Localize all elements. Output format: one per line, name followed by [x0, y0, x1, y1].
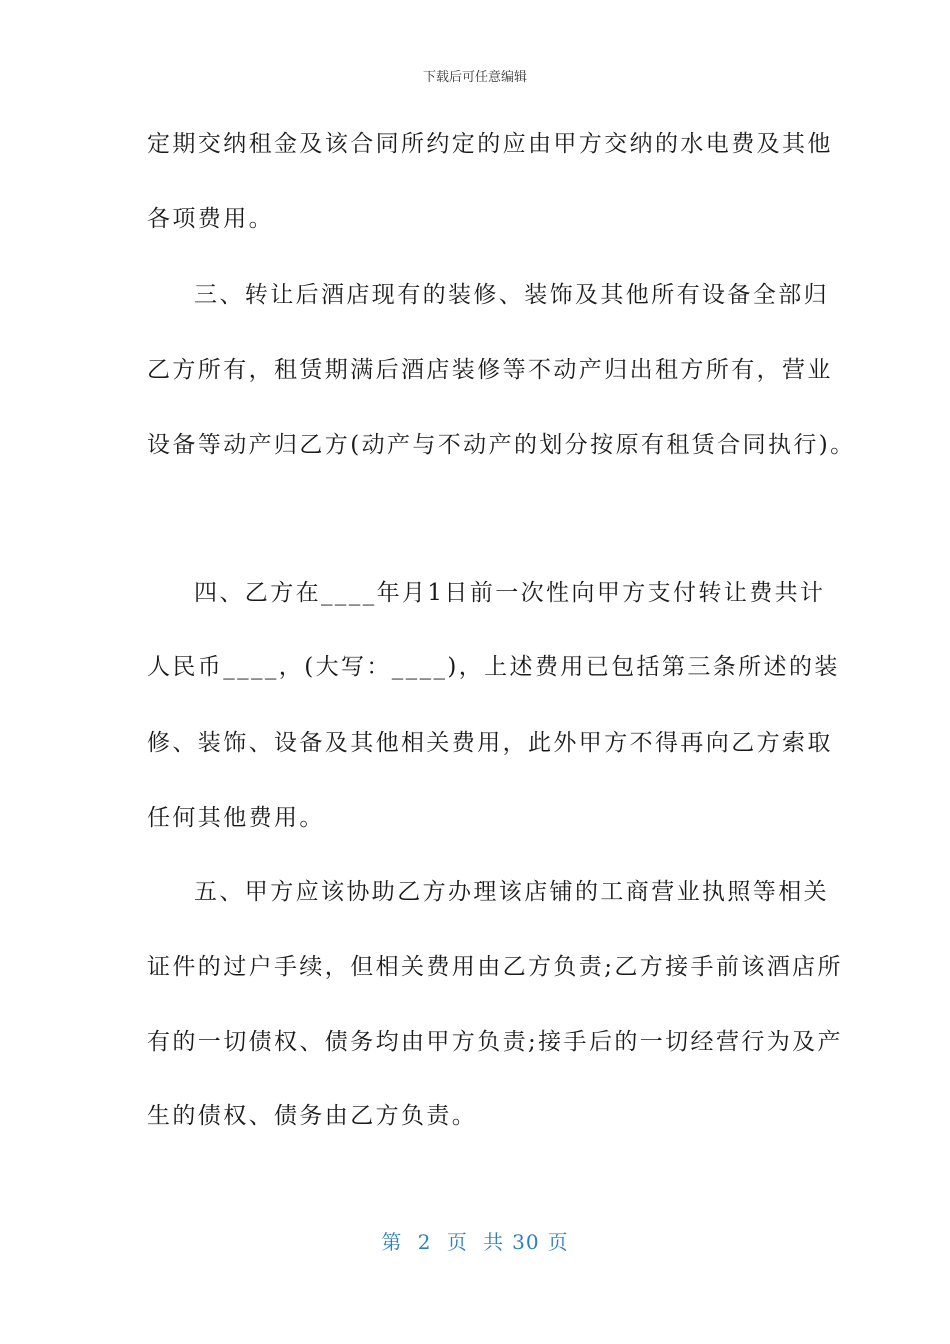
text-line: 证件的过户手续，但相关费用由乙方负责;乙方接手前该酒店所 [147, 954, 843, 980]
text-line: 定期交纳租金及该合同所约定的应由甲方交纳的水电费及其他 [147, 131, 833, 157]
text-line: 五、甲方应该协助乙方办理该店铺的工商营业执照等相关 [194, 879, 829, 905]
text-line: 有的一切债权、债务均由甲方负责;接手后的一切经营行为及产 [147, 1029, 843, 1055]
page-number-footer [0, 1226, 950, 1255]
total-page-count: 30 [512, 1230, 540, 1254]
page-header-note: 下载后可任意编辑 [422, 70, 527, 85]
total-unit-label: 页 [547, 1230, 569, 1254]
text-line: 乙方所有，租赁期满后酒店装修等不动产归出租方所有，营业 [147, 357, 833, 383]
text-line: 三、转让后酒店现有的装修、装饰及其他所有设备全部归 [194, 282, 829, 308]
page-unit-label: 页 [446, 1230, 468, 1254]
text-line: 修、装饰、设备及其他相关费用，此外甲方不得再向乙方索取 [147, 730, 833, 756]
current-page-number: 2 [417, 1230, 432, 1254]
text-line: 任何其他费用。 [147, 805, 325, 831]
text-line: 设备等动产归乙方(动产与不动产的划分按原有租赁合同执行)。 [147, 432, 856, 458]
text-line: 四、乙方在____年月1日前一次性向甲方支付转让费共计 [194, 580, 826, 606]
text-line: 人民币____，(大写：____)，上述费用已包括第三条所述的装 [147, 654, 840, 680]
page-label: 第 [381, 1230, 403, 1254]
total-label: 共 [483, 1230, 505, 1254]
text-line: 生的债权、债务由乙方负责。 [147, 1103, 478, 1129]
text-line: 各项费用。 [147, 206, 274, 232]
